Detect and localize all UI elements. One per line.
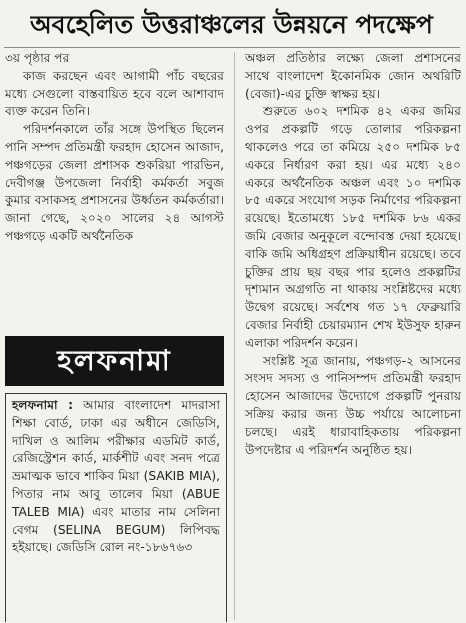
right-article (245, 50, 461, 622)
affidavit-banner-title: হলফনামা (57, 344, 172, 377)
headline-rule (4, 47, 460, 48)
affidavit-lead: হলফনামা : (12, 398, 73, 412)
column-divider (234, 52, 235, 620)
affidavit-body: আমার বাংলাদেশ মাদরাসা শিক্ষা বোর্ড, ঢাকা এর অধীনে জেডিসি, দাখিল ও আলিম পরীক্ষার এডমিট কার্ড, রেজিস্ট্রেশন কার্ড, মার্কশীট এবং সনদ পত্রে ভ্রমাত্মক ভাবে শাকিব মিয়া (SAKIB MIA), পিতার নাম আবু তালেব মিয়া (ABUE TALEB MIA) এবং মাতার নাম সেলিনা বেগম (SELINA BEGUM) লিপিবদ্ধ হইয়াছে। জেডিসি রোল নং-১৮৬৭৬৩ (12, 398, 220, 555)
article-paragraph: শুরুতে ৬০২ দশমিক ৪২ একর জমির ওপর প্রকল্পটি গড়ে তোলার পরিকল্পনা থাকলেও পরে তা কমিয়ে ২৫০ দশমিক ৮৫ একরে নির্ধারণ করা হয়। এর মধ্যে ২৪০ একরে অর্থনৈতিক অঞ্চল এবং ১০ দশমিক ৮৫ একরে সংযোগ সড়ক নির্মাণের পরিকল্পনা রয়েছে। ইতোমধ্যে ১৮৫ দশমিক ৮৬ একর জমি বেজার অনুকূলে বন্দোবস্ত দেয়া হয়েছে। বাকি জমি অধিগ্রহণ প্রক্রিয়াধীন রয়েছে। তবে চুক্তির প্রায় ছয় বছর পার হলেও প্রকল্পটির দৃশ্যমান অগ্রগতি না থাকায় সংশ্লিষ্টদের মধ্যে উদ্বেগ রয়েছে। সর্বশেষ গত ১৭ ফেব্রুয়ারি বেজার নির্বাহী চেয়ারম্যান শেখ ইউসুফ হারুন এলাকা পরিদর্শন করেন। (245, 104, 461, 350)
affidavit-paragraph (12, 397, 220, 557)
affidavit-text (12, 397, 220, 622)
article-paragraph: সংশ্লিষ্ট সূত্র জানায়, পঞ্চগড়-২ আসনের সংসদ সদস্য ও পানিসম্পদ প্রতিমন্ত্রী ফরহাদ হোসেন আজাদের উদ্যোগে প্রকল্পটি পুনরায় সক্রিয় করার জন্য উচ্চ পর্যায়ে আলোচনা চলছে। এরই ধারাবাহিকতায় পরিকল্পনা উপদেষ্টার এ পরিদর্শন অনুষ্ঠিত হয়। (245, 353, 461, 457)
left-article (5, 50, 224, 328)
affidavit-banner (5, 336, 224, 386)
article-paragraph: পরিদর্শনকালে তাঁর সঙ্গে উপস্থিত ছিলেন পানি সম্পদ প্রতিমন্ত্রী ফরহাদ হোসেন আজাদ, পঞ্চগড়ের জেলা প্রশাসক শুকরিয়া পারভিন, দেবীগঞ্জ উপজেলা নির্বাহী কর্মকর্তা সবুজ কুমার বসাকসহ প্রশাসনের উর্ধ্বতন কর্মকর্তারা। জানা গেছে, ২০২০ সালের ২৪ আগস্ট পঞ্চগড়ে একটি অর্থনৈতিক (5, 122, 224, 243)
article-paragraph: অঞ্চল প্রতিষ্ঠার লক্ষ্যে জেলা প্রশাসনের সাথে বাংলাদেশ ইকোনমিক জোন অথরিটি (বেজা)-এর চুক্তি স্বাক্ষর হয়। (245, 51, 461, 101)
headline: অবহেলিত উত্তরাঞ্চলের উন্নয়নে পদক্ষেপ (30, 10, 433, 39)
continued-label: ৩য় পৃষ্ঠার পর (5, 51, 70, 65)
article-paragraph: কাজ করছেন এবং আগামী পাঁচ বছরের মধ্যে সেগুলো বাস্তবায়িত হবে বলে আশাবাদ ব্যক্ত করেন তিনি। (5, 68, 224, 119)
affidavit-box (5, 393, 227, 622)
